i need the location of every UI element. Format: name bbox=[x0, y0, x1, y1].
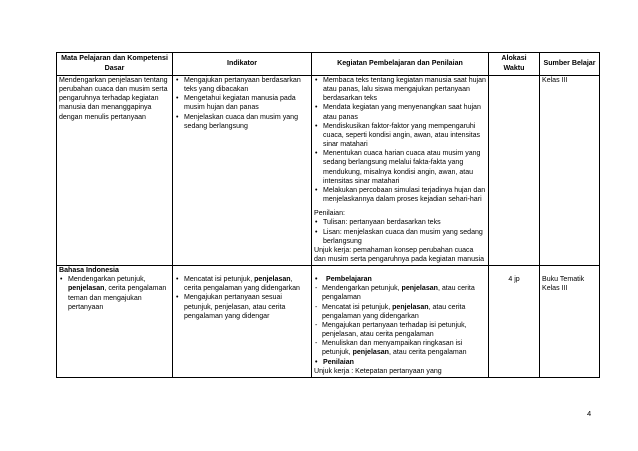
list-item: • Melakukan percobaan simulasi terjadinya hujan dan menjelaskannya dalam proses kejadian sehari-hari bbox=[323, 186, 486, 204]
list-item: • Lisan: menjelaskan cuaca dan musim yang sedang berlangsung bbox=[323, 228, 486, 246]
alokasi-cell: 4 jp bbox=[489, 266, 540, 378]
list-item: • Membaca teks tentang kegiatan manusia saat hujan atau panas, lalu siswa mengajukan pertanyaan berdasarkan teks bbox=[323, 76, 486, 103]
indikator-cell bbox=[173, 76, 312, 266]
list-item: • Mengajukan pertanyaan berdasarkan teks yang dibacakan bbox=[184, 76, 309, 94]
list-item: - Mendengarkan petunjuk, penjelasan, atau cerita pengalaman bbox=[322, 284, 486, 302]
table-header-row bbox=[57, 53, 600, 76]
table-row bbox=[57, 76, 600, 266]
penilaian-label: • Penilaian bbox=[323, 358, 486, 367]
list-item: • Mendata kegiatan yang menyenangkan saat hujan atau panas bbox=[323, 103, 486, 121]
list-item: • Menentukan cuaca harian cuaca atau musim yang sedang berlangsung melalui fakta-fakta yang mendukung, misalnya kondisi angin, awan, atau intensitas sinar matahari bbox=[323, 149, 486, 186]
header-sumber: Sumber Belajar bbox=[540, 53, 600, 76]
table-row bbox=[57, 266, 600, 378]
unjuk-kerja-text: Unjuk kerja : Ketepatan pertanyaan yang bbox=[314, 367, 442, 375]
indikator-cell bbox=[173, 266, 312, 378]
list-item: • Mendengarkan petunjuk, penjelasan, cerita pengalaman teman dan mengajukan pertanyaan bbox=[68, 275, 170, 312]
alokasi-cell bbox=[489, 76, 540, 266]
subject-title: Bahasa Indonesia bbox=[59, 267, 119, 275]
unjuk-kerja-text: Unjuk kerja: pemahaman konsep perubahan cuaca dan musim serta pengaruhnya pada kegiatan manusia bbox=[314, 246, 485, 263]
list-item: - Menuliskan dan menyampaikan ringkasan isi petunjuk, penjelasan, atau cerita pengalaman bbox=[322, 339, 486, 357]
list-item: • Mengetahui kegiatan manusia pada musim hujan dan panas bbox=[184, 94, 309, 112]
syllabus-table bbox=[56, 52, 600, 378]
list-item: • Mendiskusikan faktor-faktor yang mempengaruhi cuaca, seperti kondisi angin, awan, atau intensitas sinar matahari bbox=[323, 122, 486, 149]
kd-cell bbox=[57, 76, 173, 266]
sumber-cell: Buku Tematik Kelas III bbox=[540, 266, 600, 378]
header-alokasi: Alokasi Waktu bbox=[489, 53, 540, 76]
pembelajaran-label: • Pembelajaran bbox=[323, 275, 486, 284]
page-number: 4 bbox=[587, 409, 592, 418]
penilaian-label: Penilaian: bbox=[314, 210, 345, 218]
list-item: • Tulisan: pertanyaan berdasarkan teks bbox=[323, 218, 486, 227]
header-kegiatan: Kegiatan Pembelajaran dan Penilaian bbox=[312, 53, 489, 76]
header-indikator: Indikator bbox=[173, 53, 312, 76]
list-item: - Mencatat isi petunjuk, penjelasan, atau cerita pengalaman yang didengarkan bbox=[322, 303, 486, 321]
kegiatan-cell bbox=[312, 266, 489, 378]
kd-cell bbox=[57, 266, 173, 378]
header-mapel: Mata Pelajaran dan Kompetensi Dasar bbox=[57, 53, 173, 76]
kegiatan-cell bbox=[312, 76, 489, 266]
list-item: • Menjelaskan cuaca dan musim yang sedang berlangsung bbox=[184, 113, 309, 131]
list-item: • Mencatat isi petunjuk, penjelasan, cerita pengalaman yang didengarkan bbox=[184, 275, 309, 293]
list-item: - Mengajukan pertanyaan terhadap isi petunjuk, penjelasan, atau cerita pengalaman bbox=[322, 321, 486, 339]
sumber-cell: Kelas III bbox=[540, 76, 600, 266]
list-item: • Mengajukan pertanyaan sesuai petunjuk, penjelasan, atau cerita pengalaman yang didengar bbox=[184, 293, 309, 320]
kd-text: Mendengarkan penjelasan tentang perubahan cuaca dan musim serta pengaruhnya terhadap kegiatan manusia dan menanggapinya dengan menulis pertanyaan bbox=[59, 77, 168, 121]
